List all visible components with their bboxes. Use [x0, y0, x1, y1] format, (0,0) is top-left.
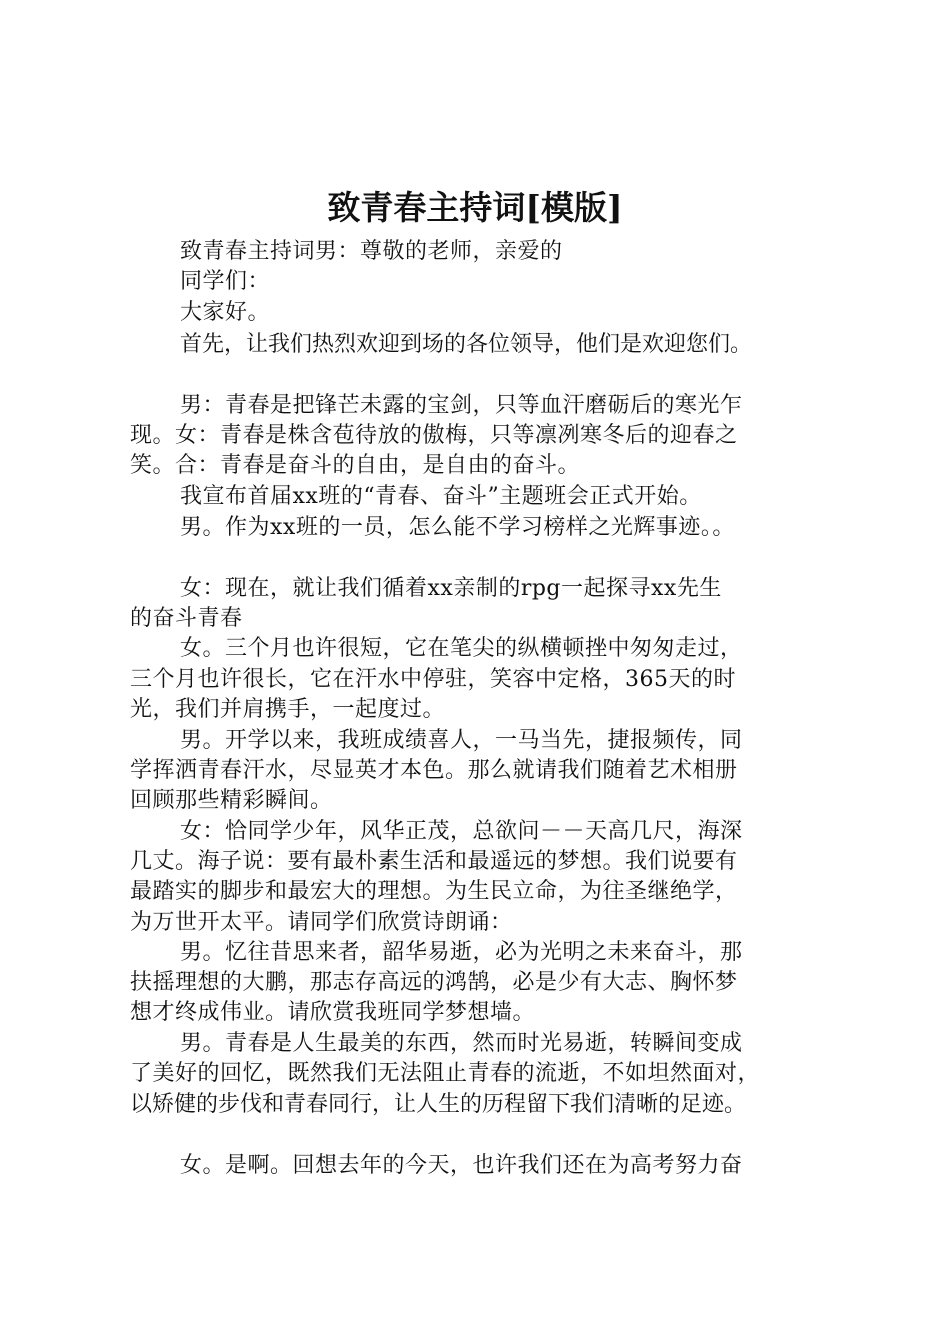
text-line: 扶摇理想的大鹏，那志存高远的鸿鹄，必是少有大志、胸怀梦: [130, 970, 738, 995]
text-line: 回顾那些精彩瞬间。: [130, 788, 333, 813]
text-line: 男。忆往昔思来者，韶华易逝，必为光明之未来奋斗，那: [180, 940, 743, 965]
text-line: 几丈。海子说：要有最朴素生活和最遥远的梦想。我们说要有: [130, 849, 738, 874]
text-line: 女：现在，就让我们循着xx亲制的rpg一起探寻xx先生: [180, 576, 722, 601]
text-line: 女。是啊。回想去年的今天，也许我们还在为高考努力奋: [180, 1153, 743, 1178]
text-line: 了美好的回忆，既然我们无法阻止青春的流逝，不如坦然面对，: [130, 1061, 761, 1086]
document-title: 致青春主持词[模版]: [327, 188, 623, 227]
text-line: 笑。合：青春是奋斗的自由，是自由的奋斗。: [130, 453, 581, 478]
text-line: 女。三个月也许很短，它在笔尖的纵横顿挫中匆匆走过，: [180, 636, 743, 661]
text-line: 为万世开太平。请同学们欣赏诗朗诵：: [130, 910, 513, 935]
text-line: 三个月也许很长，它在汗水中停驻，笑容中定格，365天的时: [130, 667, 736, 692]
text-line: 同学们：: [180, 269, 271, 294]
text-line: 最踏实的脚步和最宏大的理想。为生民立命，为往圣继绝学，: [130, 879, 738, 904]
text-line: 男：青春是把锋芒未露的宝剑，只等血汗磨砺后的寒光乍: [180, 393, 743, 418]
text-line: 首先，让我们热烈欢迎到场的各位领导，他们是欢迎您们。: [180, 332, 753, 357]
text-line: 现。女：青春是株含苞待放的傲梅，只等凛冽寒冬后的迎春之: [130, 423, 738, 448]
text-line: 的奋斗青春: [130, 606, 243, 631]
text-line: 女：恰同学少年，风华正茂，总欲问－－天高几尺，海深: [180, 819, 743, 844]
text-line: 大家好。: [180, 300, 271, 325]
text-line: 以矫健的步伐和青春同行，让人生的历程留下我们清晰的足迹。: [130, 1092, 747, 1117]
text-line: 男。青春是人生最美的东西，然而时光易逝，转瞬间变成: [180, 1031, 743, 1056]
text-line: 学挥洒青春汗水，尽显英才本色。那么就请我们随着艺术相册: [130, 758, 738, 783]
text-line: 男。作为xx班的一员，怎么能不学习榜样之光辉事迹。。: [180, 515, 735, 540]
text-line: 想才终成伟业。请欣赏我班同学梦想墙。: [130, 1000, 536, 1025]
text-line: 光，我们并肩携手，一起度过。: [130, 697, 446, 722]
text-line: 致青春主持词男：尊敬的老师，亲爱的: [180, 239, 563, 264]
text-line: 男。开学以来，我班成绩喜人，一马当先，捷报频传，同: [180, 728, 743, 753]
text-line: 我宣布首届xx班的“青春、奋斗”主题班会正式开始。: [180, 484, 702, 509]
